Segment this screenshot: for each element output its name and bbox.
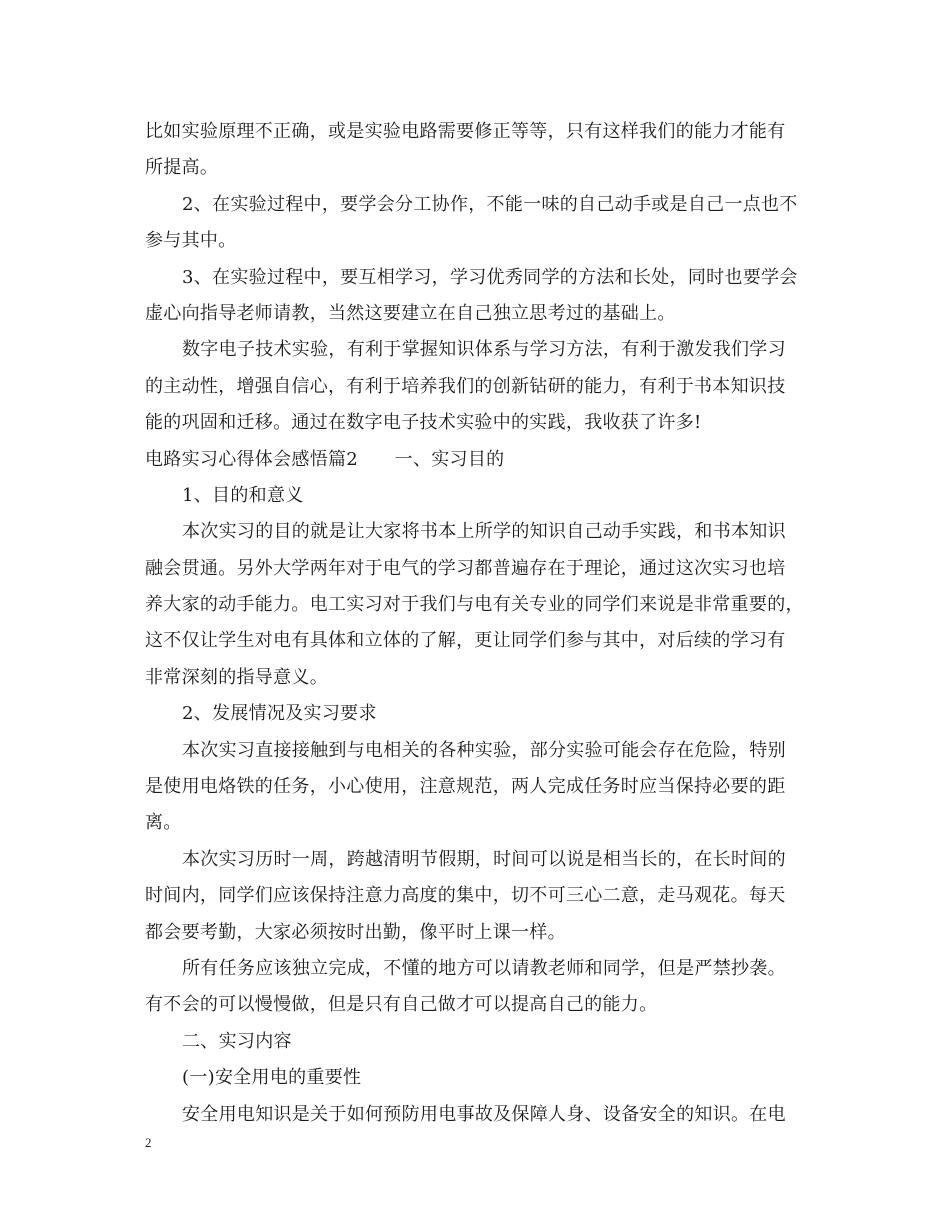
text-line: 参与其中。 bbox=[145, 230, 237, 252]
text-line: 有不会的可以慢慢做，但是只有自己做才可以提高自己的能力。 bbox=[145, 994, 658, 1016]
text-line: 数字电子技术实验，有利于掌握知识体系与学习方法，有利于激发我们学习 bbox=[182, 339, 786, 361]
text-line: 所提高。 bbox=[145, 157, 219, 179]
text-line: 本次实习历时一周，跨越清明节假期，时间可以说是相当长的，在长时间的 bbox=[182, 848, 786, 870]
text-line: 2、发展情况及实习要求 bbox=[182, 703, 377, 725]
text-line: 电路实习心得体会感悟篇2 一、实习目的 bbox=[145, 448, 505, 470]
document-body bbox=[145, 114, 817, 1133]
text-line: 所有任务应该独立完成，不懂的地方可以请教老师和同学，但是严禁抄袭。 bbox=[182, 957, 786, 979]
text-line: 虚心向指导老师请教，当然这要建立在自己独立思考过的基础上。 bbox=[145, 302, 676, 324]
text-line: 这不仅让学生对电有具体和立体的了解，更让同学们参与其中，对后续的学习有 bbox=[145, 630, 786, 652]
text-line: 二、实习内容 bbox=[182, 1030, 292, 1052]
text-line: 离。 bbox=[145, 812, 182, 834]
text-line: 本次实习的目的就是让大家将书本上所学的知识自己动手实践，和书本知识 bbox=[182, 521, 786, 543]
text-line: 是使用电烙铁的任务，小心使用，注意规范，两人完成任务时应当保持必要的距 bbox=[145, 776, 786, 798]
text-line: 非常深刻的指导意义。 bbox=[145, 666, 328, 688]
text-line: 2、在实验过程中，要学会分工协作，不能一味的自己动手或是自己一点也不 bbox=[182, 193, 798, 215]
text-line: 能的巩固和迁移。通过在数字电子技术实验中的实践，我收获了许多! bbox=[145, 412, 702, 434]
text-line: 比如实验原理不正确，或是实验电路需要修正等等，只有这样我们的能力才能有 bbox=[145, 121, 786, 142]
text-line: 1、目的和意义 bbox=[182, 484, 304, 506]
page-number: 2 bbox=[145, 1135, 152, 1150]
text-line: 本次实习直接接触到与电相关的各种实验，部分实验可能会存在危险，特别 bbox=[182, 739, 786, 761]
text-line: 安全用电知识是关于如何预防用电事故及保障人身、设备安全的知识。在电 bbox=[182, 1103, 786, 1125]
text-line: 融会贯通。另外大学两年对于电气的学习都普遍存在于理论，通过这次实习也培 bbox=[145, 557, 786, 579]
text-line: 养大家的动手能力。电工实习对于我们与电有关专业的同学们来说是非常重要的， bbox=[145, 594, 804, 616]
text-line: 的主动性，增强自信心，有利于培养我们的创新钻研的能力，有利于书本知识技 bbox=[145, 375, 786, 397]
text-line: 时间内，同学们应该保持注意力高度的集中，切不可三心二意，走马观花。每天 bbox=[145, 885, 786, 907]
text-line: 3、在实验过程中，要互相学习，学习优秀同学的方法和长处，同时也要学会 bbox=[182, 266, 798, 288]
text-line: 都会要考勤，大家必须按时出勤，像平时上课一样。 bbox=[145, 921, 566, 943]
text-line: (一)安全用电的重要性 bbox=[182, 1067, 362, 1089]
